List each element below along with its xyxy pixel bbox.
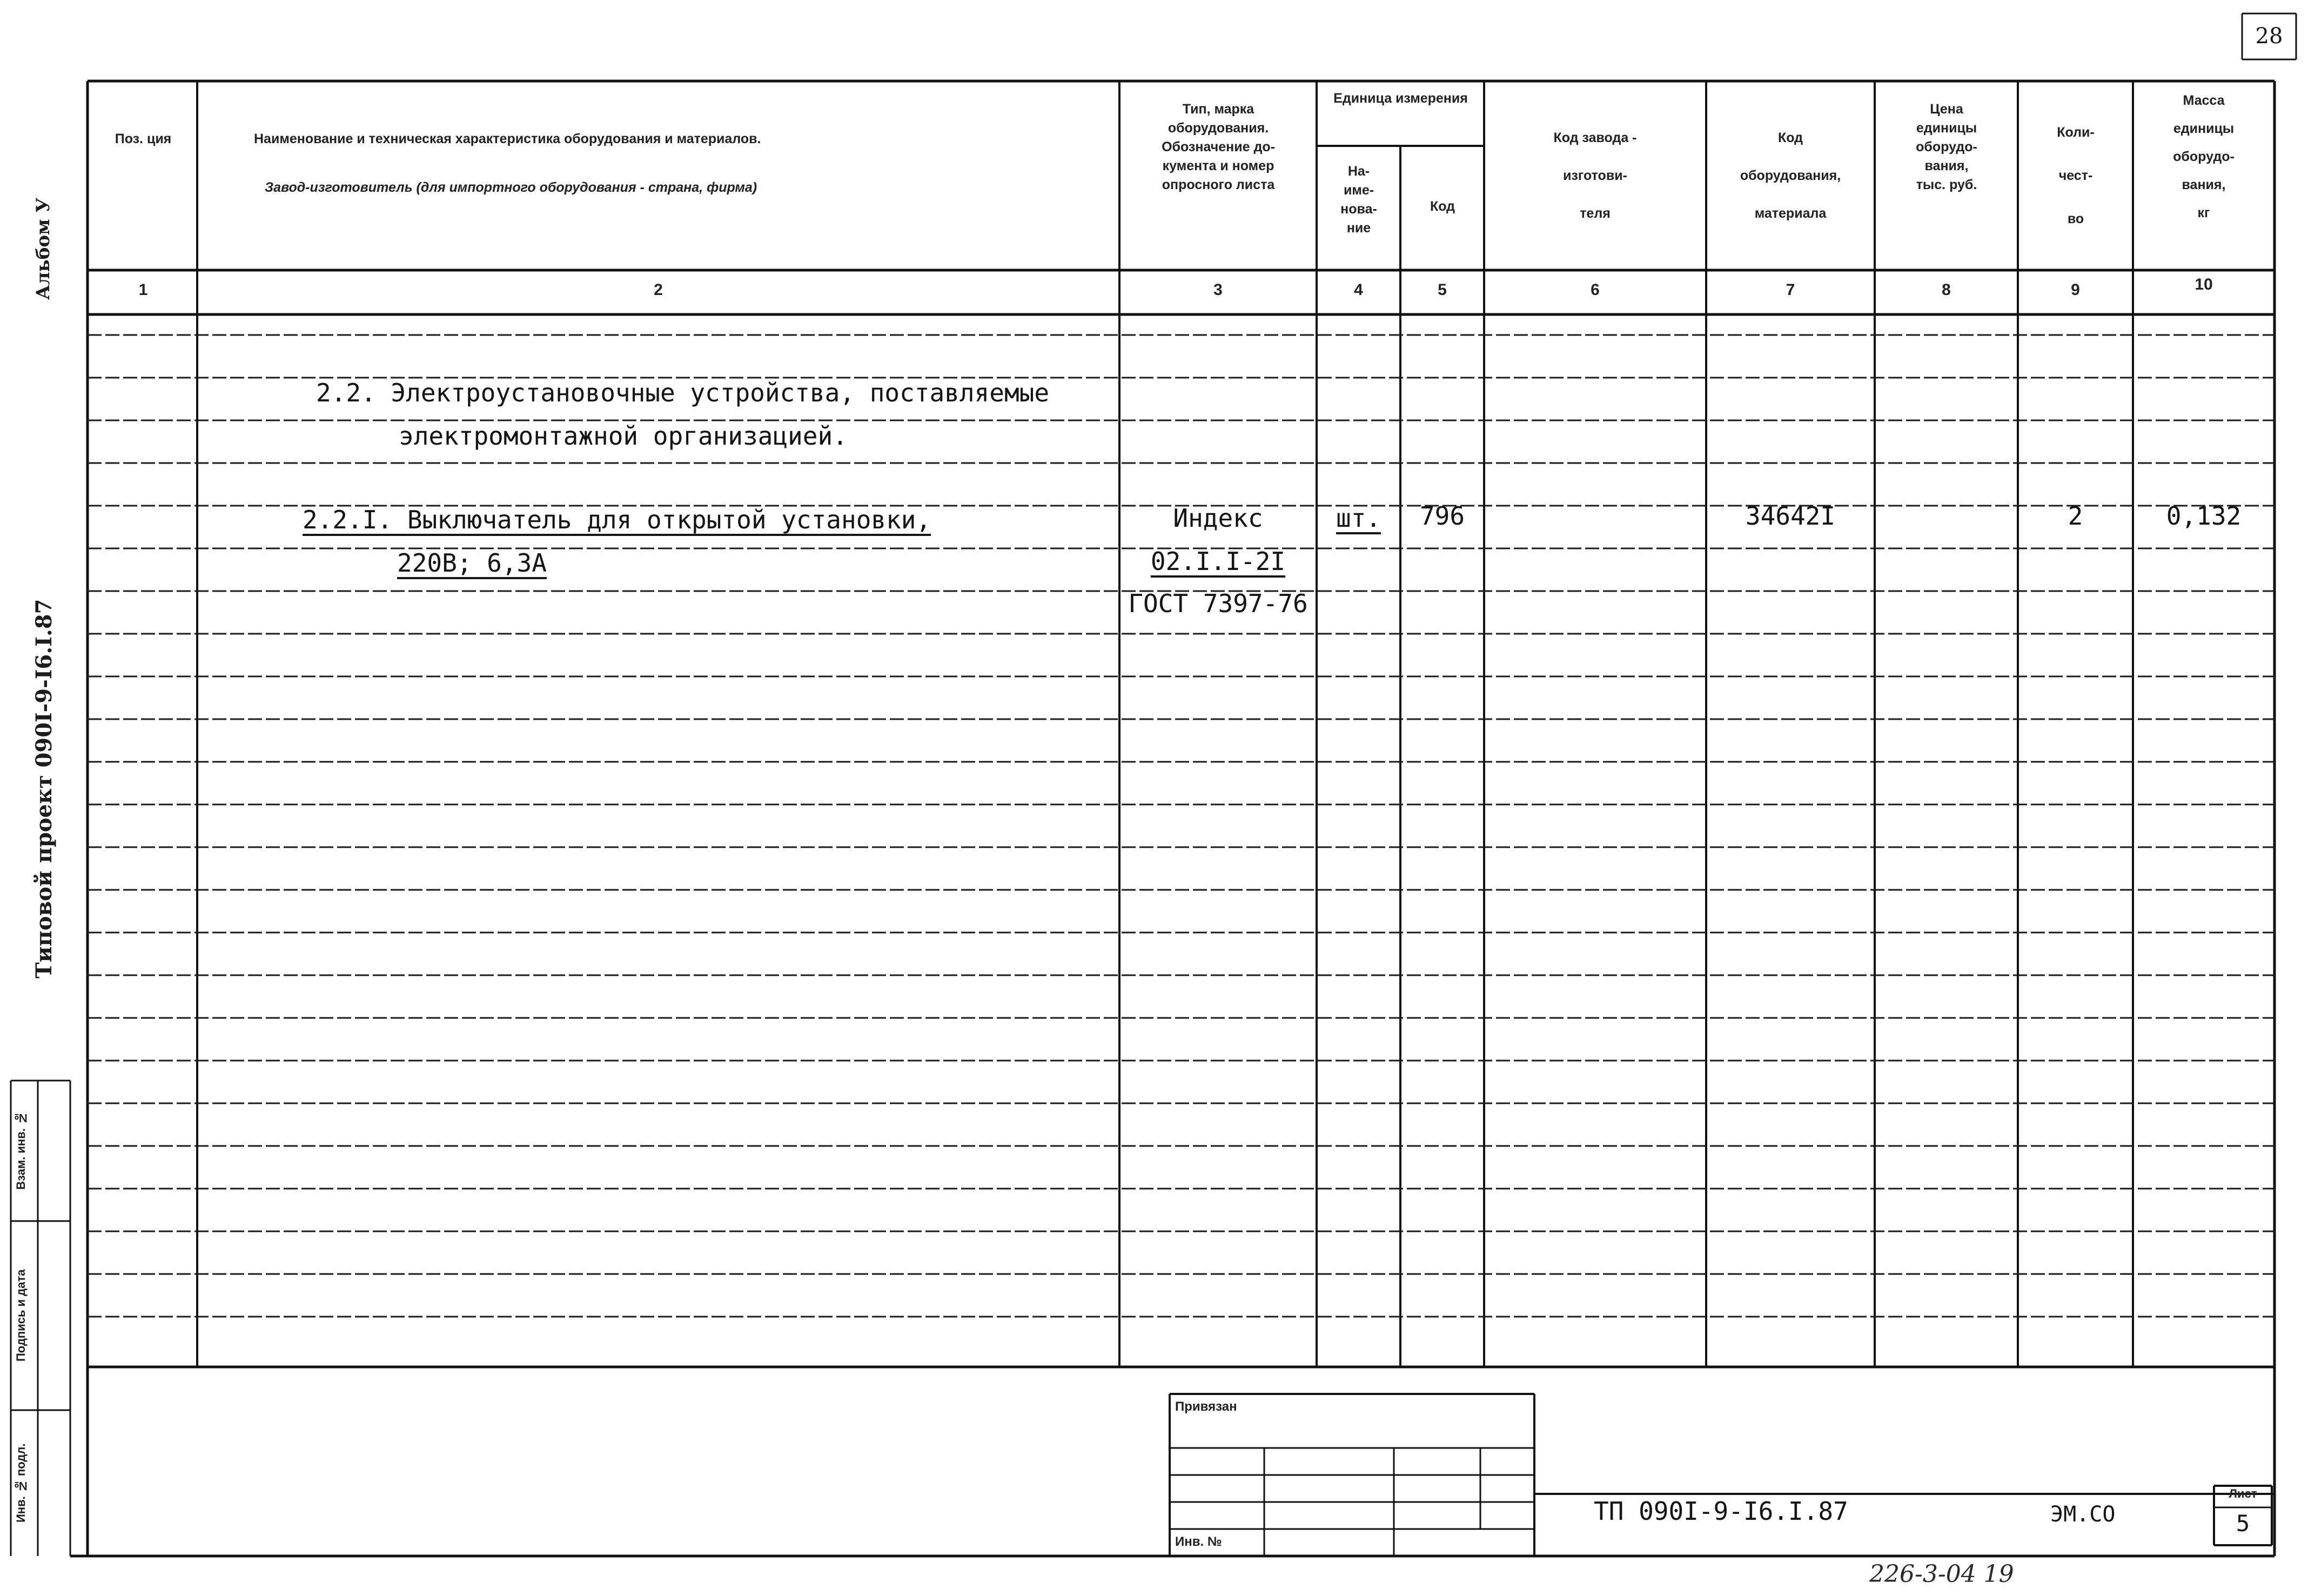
section-title-line1: 2.2. Электроустановочные устройства, поставляемые xyxy=(316,378,1050,407)
item-equipment-code: 34642I xyxy=(1745,501,1836,531)
header-quantity xyxy=(2019,111,2132,240)
stamp-document-code: ТП 090I-9-I6.I.87 xyxy=(1594,1497,1848,1526)
item-quantity: 2 xyxy=(2068,501,2083,531)
item-spec: 220В; 6,3А xyxy=(397,548,547,578)
stamp-inv-label: Инв. № xyxy=(1175,1534,1222,1549)
item-mass: 0,132 xyxy=(2166,501,2242,531)
header-type-line: Обозначение до- xyxy=(1162,139,1275,155)
header-type-line: оборудования. xyxy=(1168,120,1269,136)
header-mass-line: оборудо- xyxy=(2173,149,2235,164)
header-manufacturer-line: изготови- xyxy=(1563,168,1627,183)
header-price-line: оборудо- xyxy=(1916,139,1977,155)
header-price-line: Цена xyxy=(1930,102,1963,117)
header-unit-name-line: име- xyxy=(1343,183,1374,198)
header-unit-name-line: На- xyxy=(1347,164,1370,179)
stamp-sheet-label: Лист xyxy=(2229,1487,2257,1500)
header-type-line: кумента и номер xyxy=(1162,158,1274,173)
item-type-standard: ГОСТ 7397-76 xyxy=(1128,589,1308,618)
side-cell-sign: Подпись и дата xyxy=(14,1269,28,1362)
column-number: 5 xyxy=(1438,281,1447,299)
item-unit-name: шт. xyxy=(1336,504,1381,533)
item-type-index: Индекс xyxy=(1173,504,1263,533)
column-number: 9 xyxy=(2071,281,2080,299)
column-number: 3 xyxy=(1213,281,1223,299)
column-number: 8 xyxy=(1942,281,1951,299)
column-number: 1 xyxy=(138,281,148,299)
item-type-number: 02.I.I-2I xyxy=(1150,547,1286,576)
header-unit-name-line: ние xyxy=(1346,220,1371,236)
side-cell-inv: Инв. № подл. xyxy=(14,1443,28,1523)
header-type xyxy=(1124,100,1313,195)
header-position: Поз. ция xyxy=(115,131,172,146)
header-equipment-code xyxy=(1707,119,1874,232)
header-manufacturer-line: теля xyxy=(1580,206,1611,221)
column-number: 10 xyxy=(2195,276,2213,293)
header-equipment-line: оборудования, xyxy=(1740,168,1841,183)
header-manufacturer-line: Код завода - xyxy=(1553,130,1637,145)
header-quantity-line: во xyxy=(2067,211,2084,226)
header-price xyxy=(1876,100,2017,195)
header-name-line1: Наименование и техническая характеристика оборудования и материалов. xyxy=(254,131,761,146)
header-price-line: единицы xyxy=(1916,120,1977,136)
header-manufacturer-code xyxy=(1486,119,1705,232)
project-side-label: Типовой проект 090I-9-I6.I.87 xyxy=(31,599,57,979)
column-number: 7 xyxy=(1786,281,1795,299)
header-name-line2: Завод-изготовитель (для импортного оборудования - страна, фирма) xyxy=(265,180,757,195)
header-mass xyxy=(2134,86,2273,227)
section-title-line2: электромонтажной организацией. xyxy=(399,421,848,451)
side-cell-replace: Взам. инв. № xyxy=(14,1111,28,1190)
header-mass-line: Масса xyxy=(2183,93,2225,108)
header-mass-line: кг xyxy=(2197,205,2210,220)
header-mass-line: единицы xyxy=(2173,121,2235,136)
item-name: 2.2.I. Выключатель для открытой установки, xyxy=(303,505,931,534)
handwritten-code: 226-3-04 19 xyxy=(1869,1560,2014,1588)
stamp-sheet-number: 5 xyxy=(2236,1510,2250,1537)
header-unit-group: Единица измерения xyxy=(1333,91,1468,106)
column-number: 6 xyxy=(1591,281,1600,299)
header-price-line: тыс. руб. xyxy=(1916,177,1977,192)
column-number: 2 xyxy=(654,281,663,299)
header-quantity-line: Коли- xyxy=(2057,125,2095,140)
header-unit-name xyxy=(1318,162,1399,238)
header-type-line: Тип, марка xyxy=(1182,102,1254,117)
item-unit-code: 796 xyxy=(1419,501,1465,531)
header-unit-code: Код xyxy=(1430,199,1455,214)
header-quantity-line: чест- xyxy=(2058,168,2093,183)
column-number: 4 xyxy=(1354,281,1363,299)
header-equipment-line: материала xyxy=(1754,206,1827,221)
header-equipment-line: Код xyxy=(1777,130,1803,145)
album-label: Альбом У xyxy=(32,197,54,300)
header-price-line: вания, xyxy=(1924,158,1969,173)
corner-page-number: 28 xyxy=(2255,24,2283,49)
header-mass-line: вания, xyxy=(2182,177,2226,192)
stamp-mark: ЭМ.СО xyxy=(2050,1502,2116,1527)
stamp-applied-label: Привязан xyxy=(1175,1399,1237,1414)
header-unit-name-line: нова- xyxy=(1340,202,1377,217)
header-type-line: опросного листа xyxy=(1162,177,1275,192)
